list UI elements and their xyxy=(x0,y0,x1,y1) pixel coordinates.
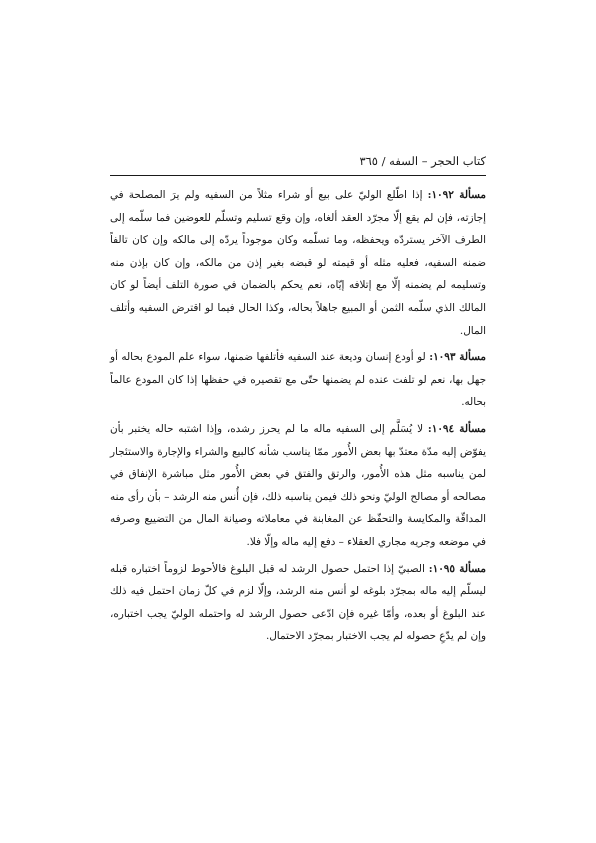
paragraph-1093 xyxy=(110,346,486,414)
issue-text: الصبيّ إذا احتمل حصول الرشد له قبل البلوغ فالأحوط لزوماً اختباره قبله ليسلّم إليه ماله بمجرّد بلوغه لو أنس منه الرشد، وإلّا لزم في كلّ زمان احتمل فيه ذلك عند البلوغ أو بعده، وأمّا غيره فإن ادّعى حصول الرشد له واحتمله الوليّ يجب اختباره، وإن لم يدّعِ حصوله لم يجب الاختبار بمجرّد الاحتمال. xyxy=(110,562,486,643)
issue-text: لا يُسَلَّم إلى السفيه ماله ما لم يحرز رشده، وإذا اشتبه حاله يختبر بأن يفوّض إليه مدّة معتدّ بها بعض الأُمور ممّا يناسب شأنه كالبيع والشراء والإجارة والاستئجار لمن يناسبه مثل هذه الأُمور، والرتق والفتق في بعض الأُمور مثل مباشرة الإنفاق في مصالحه أو مصالح الوليّ ونحو ذلك فيمن يناسبه ذلك، فإن أُنس منه الرشد – بأن رأى منه المداقّة والمكايسة والتحفّظ عن المغابنة في معاملاته وصيانة المال من التضييع وصرفه في موضعه وجريه مجاري العقلاء – دفع إليه ماله وإلّا فلا. xyxy=(110,422,486,548)
running-header: كتاب الحجر – السفه / ٣٦٥ xyxy=(359,154,486,168)
issue-text: لو أودع إنسان وديعة عند السفيه فأتلفها ضمنها، سواء علم المودع بحاله أو جهل بها، نعم لو تلفت عنده لم يضمنها حتّى مع تقصيره في حفظها إذا كان المودع عالماً بحاله. xyxy=(110,351,486,409)
issue-label: مسألة ١٠٩٣: xyxy=(429,351,486,364)
issue-text: إذا اطّلع الوليّ على بيع أو شراء مثلاً من السفيه ولم يرَ المصلحة في إجازته، فإن لم يقع إلّا مجرّد العقد ألغاه، وإن وقع تسليم وتسلّم للعوضين فما سلّمه إلى الطرف الآخر يستردّه ويحفظه، وما تسلّمه وكان موجوداً يردّه إلى مالكه وإن كان تالفاً ضمنه السفيه، فعليه مثله أو قيمته لو قبضه بغير إذن من مالكه، وإن كان بإذن منه وتسليمه لم يضمنه إلّا مع إتلافه إيّاه، نعم يحكم بالضمان في صورة التلف أيضاً لو كان المالك الذي سلّمه الثمن أو المبيع جاهلاً بحاله، وكذا الحال فيما لو اقترض السفيه وأتلف المال. xyxy=(110,189,486,337)
issue-label: مسألة ١٠٩٢: xyxy=(427,189,486,201)
issue-label: مسألة ١٠٩٤: xyxy=(427,422,486,435)
paragraph-1092 xyxy=(110,184,486,342)
paragraph-1094 xyxy=(110,418,486,554)
issue-label: مسألة ١٠٩٥: xyxy=(428,562,486,575)
header-rule xyxy=(110,175,486,176)
paragraph-1095 xyxy=(110,558,486,648)
page-body xyxy=(110,184,486,652)
